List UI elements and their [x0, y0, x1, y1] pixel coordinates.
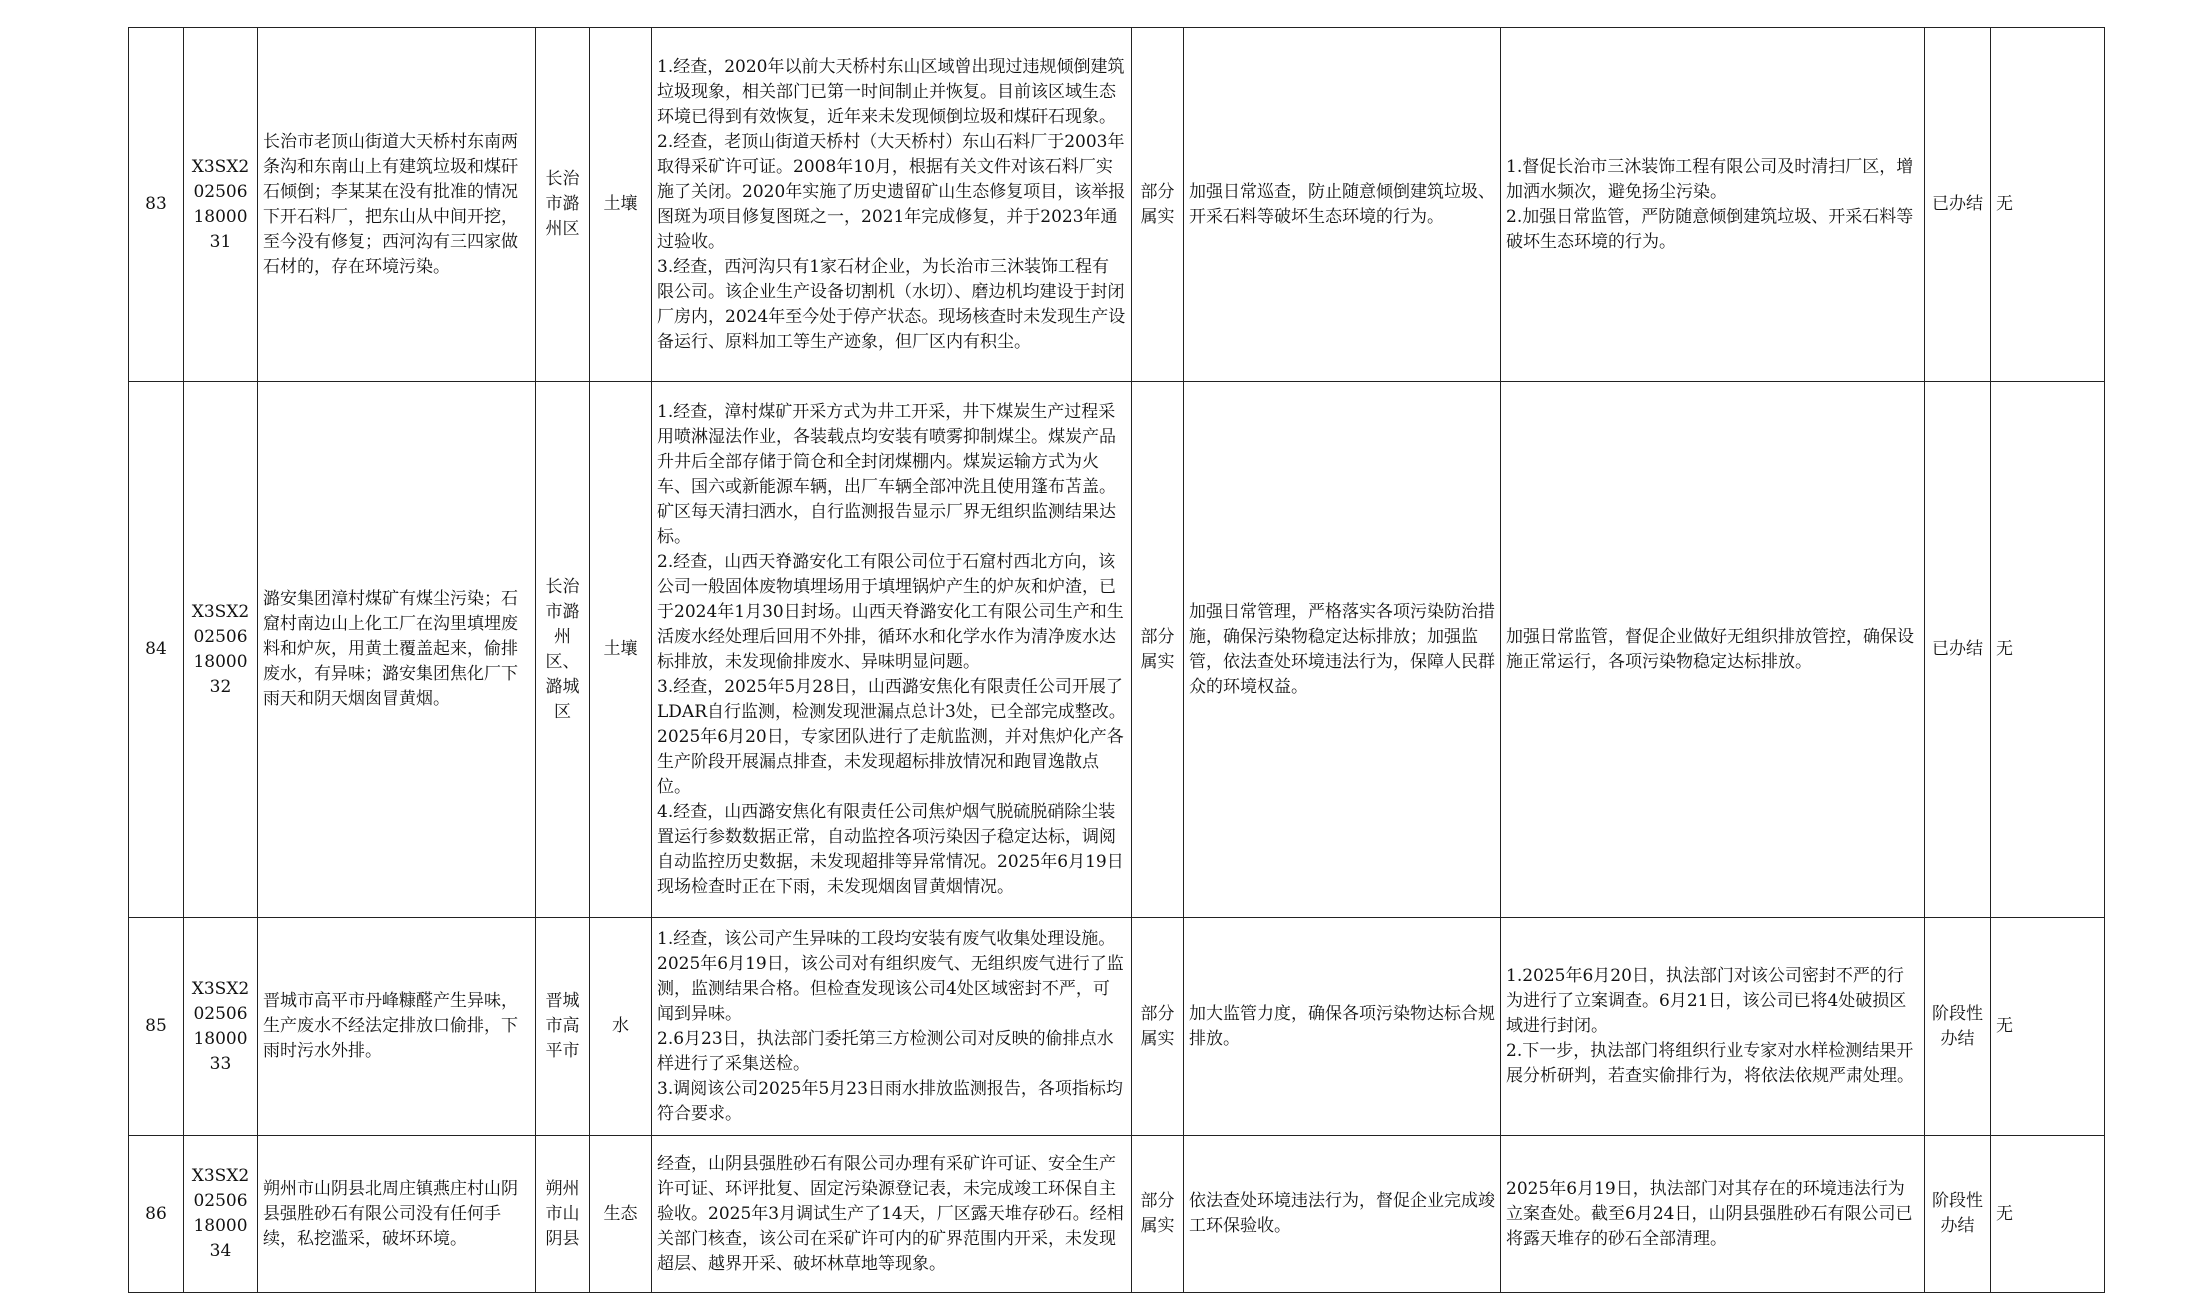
status-cell: 阶段性办结 — [1925, 1136, 1991, 1293]
code-cell: X3SX2025061800031 — [184, 28, 258, 382]
verdict-cell: 部分属实 — [1132, 1136, 1184, 1293]
findings-cell-paragraph: 1.经查，2020年以前大天桥村东山区域曾出现过违规倾倒建筑垃圾现象，相关部门已第一时间制止并恢复。目前该区域生态环境已得到有效恢复，近年来未发现倾倒垃圾和煤矸石现象。 — [657, 56, 1125, 127]
code-cell: X3SX2025061800034 — [184, 1136, 258, 1293]
findings-cell-paragraph: 4.经查，山西潞安焦化有限责任公司焦炉烟气脱硫脱硝除尘装置运行参数数据正常，自动监控各项污染因子稳定达标，调阅自动监控历史数据，未发现超排等异常情况。2025年6月19日现场检查时正在下雨，未发现烟囱冒黄烟情况。 — [657, 801, 1124, 897]
area-cell: 朔州市山阴县 — [536, 1136, 590, 1293]
status-cell: 已办结 — [1925, 382, 1991, 918]
type-cell: 土壤 — [590, 28, 652, 382]
seq-cell: 84 — [129, 382, 184, 918]
code-cell: X3SX2025061800032 — [184, 382, 258, 918]
measures-cell: 加强日常巡查，防止随意倾倒建筑垃圾、开采石料等破坏生态环境的行为。 — [1184, 28, 1501, 382]
seq-cell: 83 — [129, 28, 184, 382]
findings-cell — [652, 382, 1132, 918]
findings-cell-paragraph: 经查，山阴县强胜砂石有限公司办理有采矿许可证、安全生产许可证、环评批复、固定污染源登记表，未完成竣工环保自主验收。2025年3月调试生产了14天，厂区露天堆存砂石。经相关部门核查，该公司在采矿许可内的矿界范围内开采，未发现超层、越界开采、破坏林草地等现象。 — [657, 1153, 1124, 1274]
handling-cell-paragraph: 2025年6月19日，执法部门对其存在的环境违法行为立案查处。截至6月24日，山阴县强胜砂石有限公司已将露天堆存的砂石全部清理。 — [1506, 1178, 1913, 1249]
type-cell: 水 — [590, 918, 652, 1136]
handling-cell-paragraph: 加强日常监管，督促企业做好无组织排放管控，确保设施正常运行，各项污染物稳定达标排放。 — [1506, 626, 1914, 672]
verdict-cell: 部分属实 — [1132, 28, 1184, 382]
table-row — [129, 28, 2105, 382]
accountability-cell: 无 — [1991, 382, 2105, 918]
accountability-cell: 无 — [1991, 918, 2105, 1136]
complaint-cell: 朔州市山阴县北周庄镇燕庄村山阴县强胜砂石有限公司没有任何手续，私挖滥采，破坏环境。 — [258, 1136, 536, 1293]
accountability-cell: 无 — [1991, 1136, 2105, 1293]
seq-cell: 85 — [129, 918, 184, 1136]
code-cell: X3SX2025061800033 — [184, 918, 258, 1136]
findings-cell — [652, 28, 1132, 382]
handling-cell-paragraph: 1.督促长治市三沐装饰工程有限公司及时清扫厂区，增加洒水频次，避免扬尘污染。 — [1506, 156, 1914, 202]
measures-cell: 加强日常管理，严格落实各项污染防治措施，确保污染物稳定达标排放；加强监管，依法查处环境违法行为，保障人民群众的环境权益。 — [1184, 382, 1501, 918]
status-cell: 已办结 — [1925, 28, 1991, 382]
table-row — [129, 382, 2105, 918]
verdict-cell: 部分属实 — [1132, 382, 1184, 918]
table-body — [129, 28, 2105, 1293]
type-cell: 生态 — [590, 1136, 652, 1293]
handling-cell — [1501, 28, 1925, 382]
complaint-table — [128, 27, 2105, 1293]
findings-cell-paragraph: 1.经查，漳村煤矿开采方式为井工开采，井下煤炭生产过程采用喷淋湿法作业，各装载点均安装有喷雾抑制煤尘。煤炭产品升井后全部存储于筒仓和全封闭煤棚内。煤炭运输方式为火车、国六或新能源车辆，出厂车辆全部冲洗且使用篷布苫盖。矿区每天清扫洒水，自行监测报告显示厂界无组织监测结果达标。 — [657, 401, 1116, 547]
complaint-cell: 晋城市高平市丹峰糠醛产生异味，生产废水不经法定排放口偷排，下雨时污水外排。 — [258, 918, 536, 1136]
seq-cell: 86 — [129, 1136, 184, 1293]
handling-cell-paragraph: 2.下一步，执法部门将组织行业专家对水样检测结果开展分析研判，若查实偷排行为，将依法依规严肃处理。 — [1506, 1041, 1914, 1086]
findings-cell-paragraph: 2.6月23日，执法部门委托第三方检测公司对反映的偷排点水样进行了采集送检。 — [657, 1028, 1114, 1074]
findings-cell-paragraph: 1.经查，该公司产生异味的工段均安装有废气收集处理设施。2025年6月19日，该公司对有组织废气、无组织废气进行了监测，监测结果合格。但检查发现该公司4处区域密封不严，可闻到异味。 — [657, 928, 1124, 1024]
table-row — [129, 1136, 2105, 1293]
handling-cell-paragraph: 1.2025年6月20日，执法部门对该公司密封不严的行为进行了立案调查。6月21日，该公司已将4处破损区域进行封闭。 — [1506, 966, 1907, 1036]
area-cell: 长治市潞州区 — [536, 28, 590, 382]
handling-cell — [1501, 382, 1925, 918]
findings-cell-paragraph: 3.调阅该公司2025年5月23日雨水排放监测报告，各项指标均符合要求。 — [657, 1078, 1123, 1124]
verdict-cell: 部分属实 — [1132, 918, 1184, 1136]
handling-cell — [1501, 1136, 1925, 1293]
status-cell: 阶段性办结 — [1925, 918, 1991, 1136]
area-cell: 长治市潞州区、潞城区 — [536, 382, 590, 918]
findings-cell-paragraph: 3.经查，西河沟只有1家石材企业，为长治市三沐装饰工程有限公司。该企业生产设备切割机（水切）、磨边机均建设于封闭厂房内，2024年至今处于停产状态。现场核查时未发现生产设备运行、原料加工等生产迹象，但厂区内有积尘。 — [657, 256, 1126, 352]
findings-cell-paragraph: 3.经查，2025年5月28日，山西潞安焦化有限责任公司开展了LDAR自行监测，检测发现泄漏点总计3处，已全部完成整改。2025年6月20日，专家团队进行了走航监测，并对焦炉化产各生产阶段开展漏点排查，未发现超标排放情况和跑冒逸散点位。 — [657, 676, 1126, 797]
handling-cell-paragraph: 2.加强日常监管，严防随意倾倒建筑垃圾、开采石料等破坏生态环境的行为。 — [1506, 206, 1914, 252]
measures-cell: 依法查处环境违法行为，督促企业完成竣工环保验收。 — [1184, 1136, 1501, 1293]
measures-cell: 加大监管力度，确保各项污染物达标合规排放。 — [1184, 918, 1501, 1136]
table-row — [129, 918, 2105, 1136]
complaint-cell: 长治市老顶山街道大天桥村东南两条沟和东南山上有建筑垃圾和煤矸石倾倒；李某某在没有批准的情况下开石料厂，把东山从中间开挖，至今没有修复；西河沟有三四家做石材的，存在环境污染。 — [258, 28, 536, 382]
findings-cell — [652, 1136, 1132, 1293]
findings-cell-paragraph: 2.经查，老顶山街道天桥村（大天桥村）东山石料厂于2003年取得采矿许可证。2008年10月，根据有关文件对该石料厂实施了关闭。2020年实施了历史遗留矿山生态修复项目，该举报图斑为项目修复图斑之一，2021年完成修复，并于2023年通过验收。 — [657, 131, 1126, 252]
findings-cell-paragraph: 2.经查，山西天脊潞安化工有限公司位于石窟村西北方向，该公司一般固体废物填埋场用于填埋锅炉产生的炉灰和炉渣，已于2024年1月30日封场。山西天脊潞安化工有限公司生产和生活废水经处理后回用不外排，循环水和化学水作为清净废水达标排放，未发现偷排废水、异味明显问题。 — [657, 551, 1124, 672]
area-cell: 晋城市高平市 — [536, 918, 590, 1136]
findings-cell — [652, 918, 1132, 1136]
accountability-cell: 无 — [1991, 28, 2105, 382]
handling-cell — [1501, 918, 1925, 1136]
type-cell: 土壤 — [590, 382, 652, 918]
complaint-cell: 潞安集团漳村煤矿有煤尘污染；石窟村南边山上化工厂在沟里填埋废料和炉灰，用黄土覆盖起来，偷排废水，有异味；潞安集团焦化厂下雨天和阴天烟囱冒黄烟。 — [258, 382, 536, 918]
